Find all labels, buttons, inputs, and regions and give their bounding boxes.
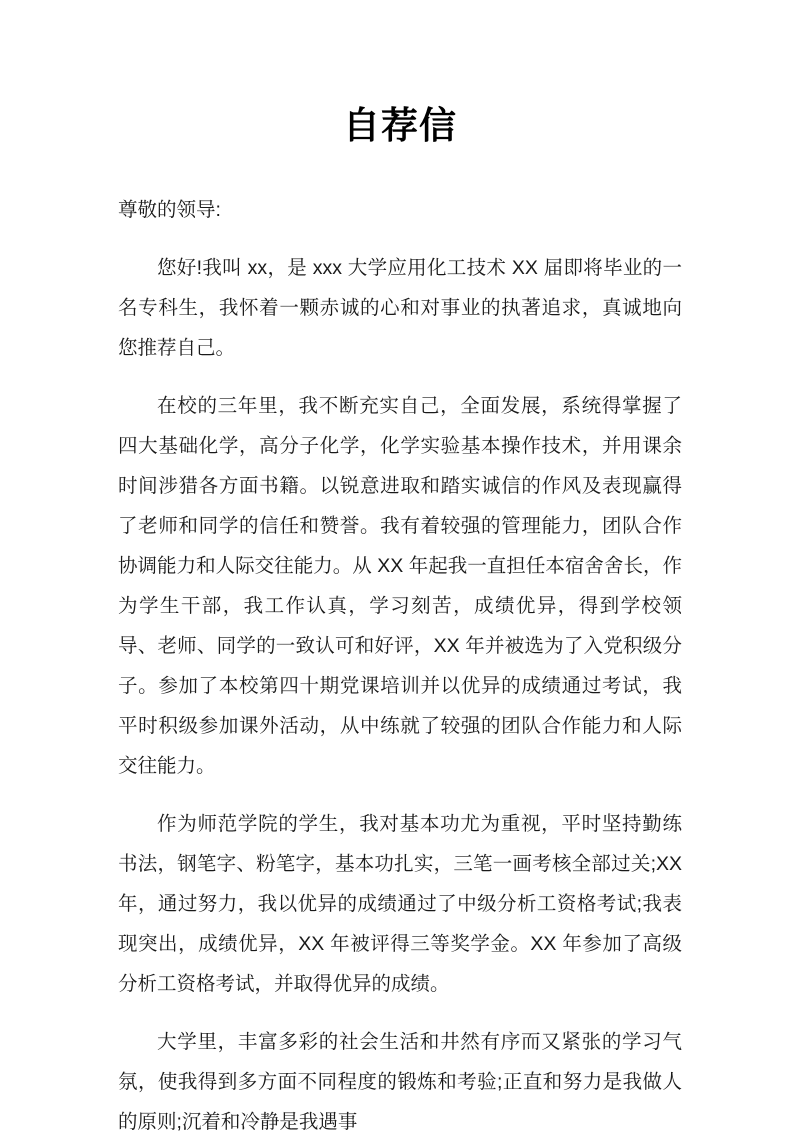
body-paragraph-2: 在校的三年里，我不断充实自己，全面发展，系统得掌握了四大基础化学，高分子化学，化学实验基本操作技术，并用课余时间涉猎各方面书籍。以锐意进取和踏实诚信的作风及表现赢得了老师和同学的信任和赞誉。我有着较强的管理能力，团队合作协调能力和人际交往能力。从 XX 年起我一直担任本宿舍舍长，作为学生干部，我工作认真，学习刻苦，成绩优异，得到学校领导、老师、同学的一致认可和好评，XX 年并被选为了入党积级分子。参加了本校第四十期党课培训并以优异的成绩通过考试，我平时积级参加课外活动，从中练就了较强的团队合作能力和人际交往能力。 bbox=[118, 395, 682, 777]
salutation-line: 尊敬的领导: bbox=[118, 199, 221, 221]
page-title: 自荐信 bbox=[343, 105, 457, 146]
body-paragraph-3: 作为师范学院的学生，我对基本功尤为重视，平时坚持勤练书法，钢笔字、粉笔字，基本功扎实，三笔一画考核全部过关;XX 年，通过努力，我以优异的成绩通过了中级分析工资格考试;我表现突出，成绩优异，XX 年被评得三等奖学金。XX 年参加了高级分析工资格考试，并取得优异的成绩。 bbox=[118, 813, 682, 995]
body-paragraph-1: 您好!我叫 xx，是 xxx 大学应用化工技术 XX 届即将毕业的一名专科生，我怀着一颗赤诚的心和对事业的执著追求，真诚地向您推荐自己。 bbox=[118, 257, 682, 359]
body-paragraph-4: 大学里，丰富多彩的社会生活和井然有序而又紧张的学习气氛，使我得到多方面不同程度的锻炼和考验;正直和努力是我做人的原则;沉着和冷静是我遇事 bbox=[118, 1031, 682, 1131]
document-body bbox=[118, 0, 682, 1131]
